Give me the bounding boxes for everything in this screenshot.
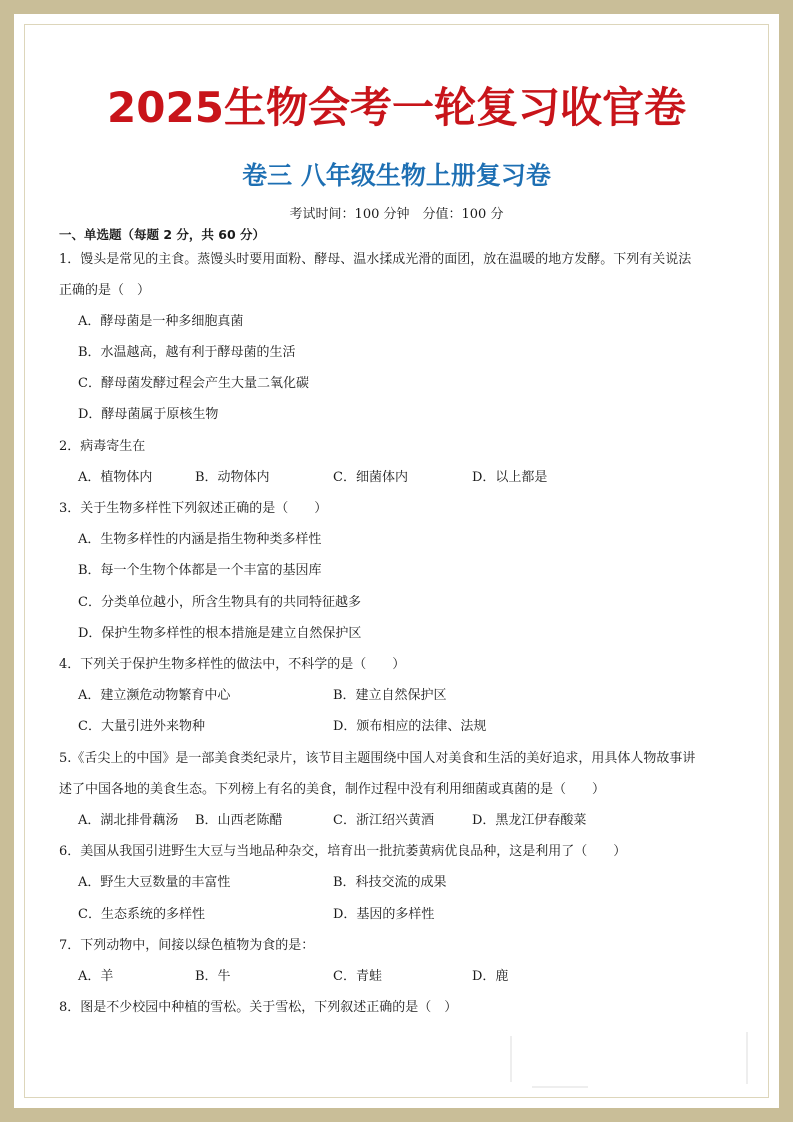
figure-edge-mark	[746, 1032, 748, 1084]
q5-option-a: A．湖北排骨藕汤	[78, 813, 179, 828]
q7-option-b: B．牛	[195, 969, 231, 984]
q6-option-d: D．基因的多样性	[333, 907, 435, 922]
q5-option-b: B．山西老陈醋	[195, 813, 283, 828]
q1-option-a: A．酵母菌是一种多细胞真菌	[78, 314, 244, 329]
q3-option-b: B．每一个生物个体都是一个丰富的基因库	[78, 563, 322, 578]
figure-edge-mark	[532, 1086, 588, 1088]
question-5-stem-cont: 述了中国各地的美食生态。下列榜上有名的美食，制作过程中没有利用细菌或真菌的是（ ）	[59, 782, 606, 797]
q3-option-c: C．分类单位越小，所含生物具有的共同特征越多	[78, 595, 361, 610]
q3-option-a: A．生物多样性的内涵是指生物种类多样性	[78, 532, 322, 547]
q4-option-d: D．颁布相应的法律、法规	[333, 719, 487, 734]
question-3-stem: 3．关于生物多样性下列叙述正确的是（ ）	[59, 501, 328, 516]
sub-title: 卷三 八年级生物上册复习卷	[242, 161, 551, 190]
q6-option-c: C．生态系统的多样性	[78, 907, 205, 922]
q7-option-d: D．鹿	[472, 969, 509, 984]
question-6-stem: 6．美国从我国引进野生大豆与当地品种杂交，培育出一批抗萎黄病优良品种，这是利用了（ ）	[59, 844, 627, 859]
q2-option-c: C．细菌体内	[333, 470, 408, 485]
q7-option-a: A．羊	[78, 969, 114, 984]
q2-option-d: D．以上都是	[472, 470, 548, 485]
question-7-stem: 7．下列动物中，间接以绿色植物为食的是：	[59, 938, 315, 953]
question-2-stem: 2．病毒寄生在	[59, 439, 146, 454]
q1-option-d: D．酵母菌属于原核生物	[78, 407, 219, 422]
question-1-stem-cont: 正确的是（ ）	[59, 283, 151, 298]
question-8-stem: 8．图是不少校园中种植的雪松。关于雪松，下列叙述正确的是（ ）	[59, 1000, 458, 1015]
q5-option-d: D．黑龙江伊春酸菜	[472, 813, 587, 828]
main-title: 2025生物会考一轮复习收官卷	[107, 83, 686, 132]
figure-placeholder	[508, 1032, 756, 1092]
q2-option-a: A．植物体内	[78, 470, 153, 485]
q1-option-c: C．酵母菌发酵过程会产生大量二氧化碳	[78, 376, 309, 391]
q1-option-b: B．水温越高，越有利于酵母菌的生活	[78, 345, 296, 360]
exam-info: 考试时间：100 分钟 分值：100 分	[289, 207, 504, 222]
question-5-stem: 5.《舌尖上的中国》是一部美食类纪录片，该节目主题围绕中国人对美食和生活的美好追求，用具体人物故事讲	[59, 751, 696, 766]
q7-option-c: C．青蛙	[333, 969, 382, 984]
q6-option-b: B．科技交流的成果	[333, 875, 447, 890]
question-4-stem: 4．下列关于保护生物多样性的做法中，不科学的是（ ）	[59, 657, 406, 672]
q3-option-d: D．保护生物多样性的根本措施是建立自然保护区	[78, 626, 362, 641]
q4-option-b: B．建立自然保护区	[333, 688, 447, 703]
figure-edge-mark	[510, 1036, 512, 1082]
section-heading: 一、单选题（每题 2 分，共 60 分）	[59, 227, 266, 242]
q4-option-c: C．大量引进外来物种	[78, 719, 205, 734]
q5-option-c: C．浙江绍兴黄酒	[333, 813, 434, 828]
q2-option-b: B．动物体内	[195, 470, 270, 485]
q6-option-a: A．野生大豆数量的丰富性	[78, 875, 231, 890]
q4-option-a: A．建立濒危动物繁育中心	[78, 688, 231, 703]
question-1-stem: 1．馒头是常见的主食。蒸馒头时要用面粉、酵母、温水揉成光滑的面团，放在温暖的地方发酵。下列有关说法	[59, 252, 692, 267]
